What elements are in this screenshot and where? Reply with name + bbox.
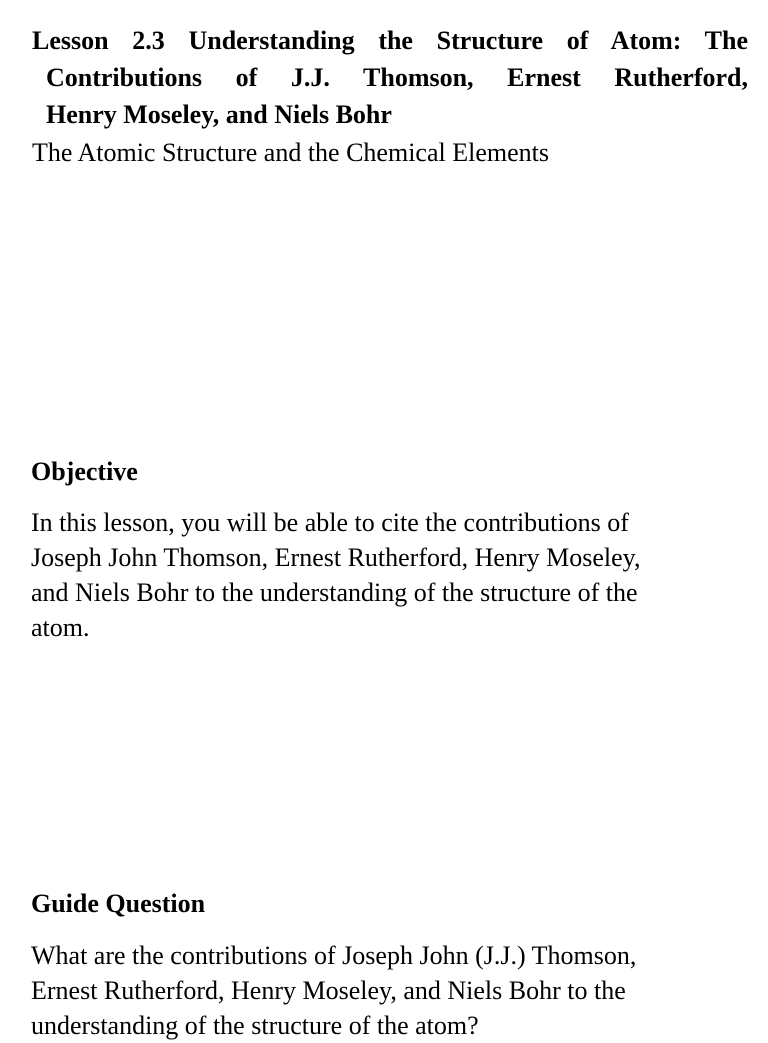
lesson-title	[32, 22, 748, 133]
guide-question-line-1: What are the contributions of Joseph John (J.J.) Thomson,	[31, 941, 637, 970]
objective-paragraph	[31, 505, 731, 645]
objective-line-2: Joseph John Thomson, Ernest Rutherford, Henry Moseley,	[31, 543, 641, 572]
lesson-title-line-2: Contributions of J.J. Thomson, Ernest Rutherford,	[46, 63, 748, 92]
objective-heading: Objective	[31, 457, 138, 486]
guide-question-paragraph	[31, 938, 731, 1043]
guide-question-line-3: understanding of the structure of the atom?	[31, 1011, 479, 1040]
guide-question-line-2: Ernest Rutherford, Henry Moseley, and Niels Bohr to the	[31, 976, 626, 1005]
lesson-subtitle: The Atomic Structure and the Chemical Elements	[32, 138, 549, 167]
lesson-title-line-3: Henry Moseley, and Niels Bohr	[46, 100, 392, 129]
lesson-title-line-1: Lesson 2.3 Understanding the Structure of Atom: The	[32, 26, 748, 55]
guide-question-heading: Guide Question	[31, 889, 206, 918]
objective-line-3: and Niels Bohr to the understanding of the structure of the	[31, 578, 638, 607]
objective-line-1: In this lesson, you will be able to cite the contributions of	[31, 508, 629, 537]
objective-line-4: atom.	[31, 613, 90, 642]
